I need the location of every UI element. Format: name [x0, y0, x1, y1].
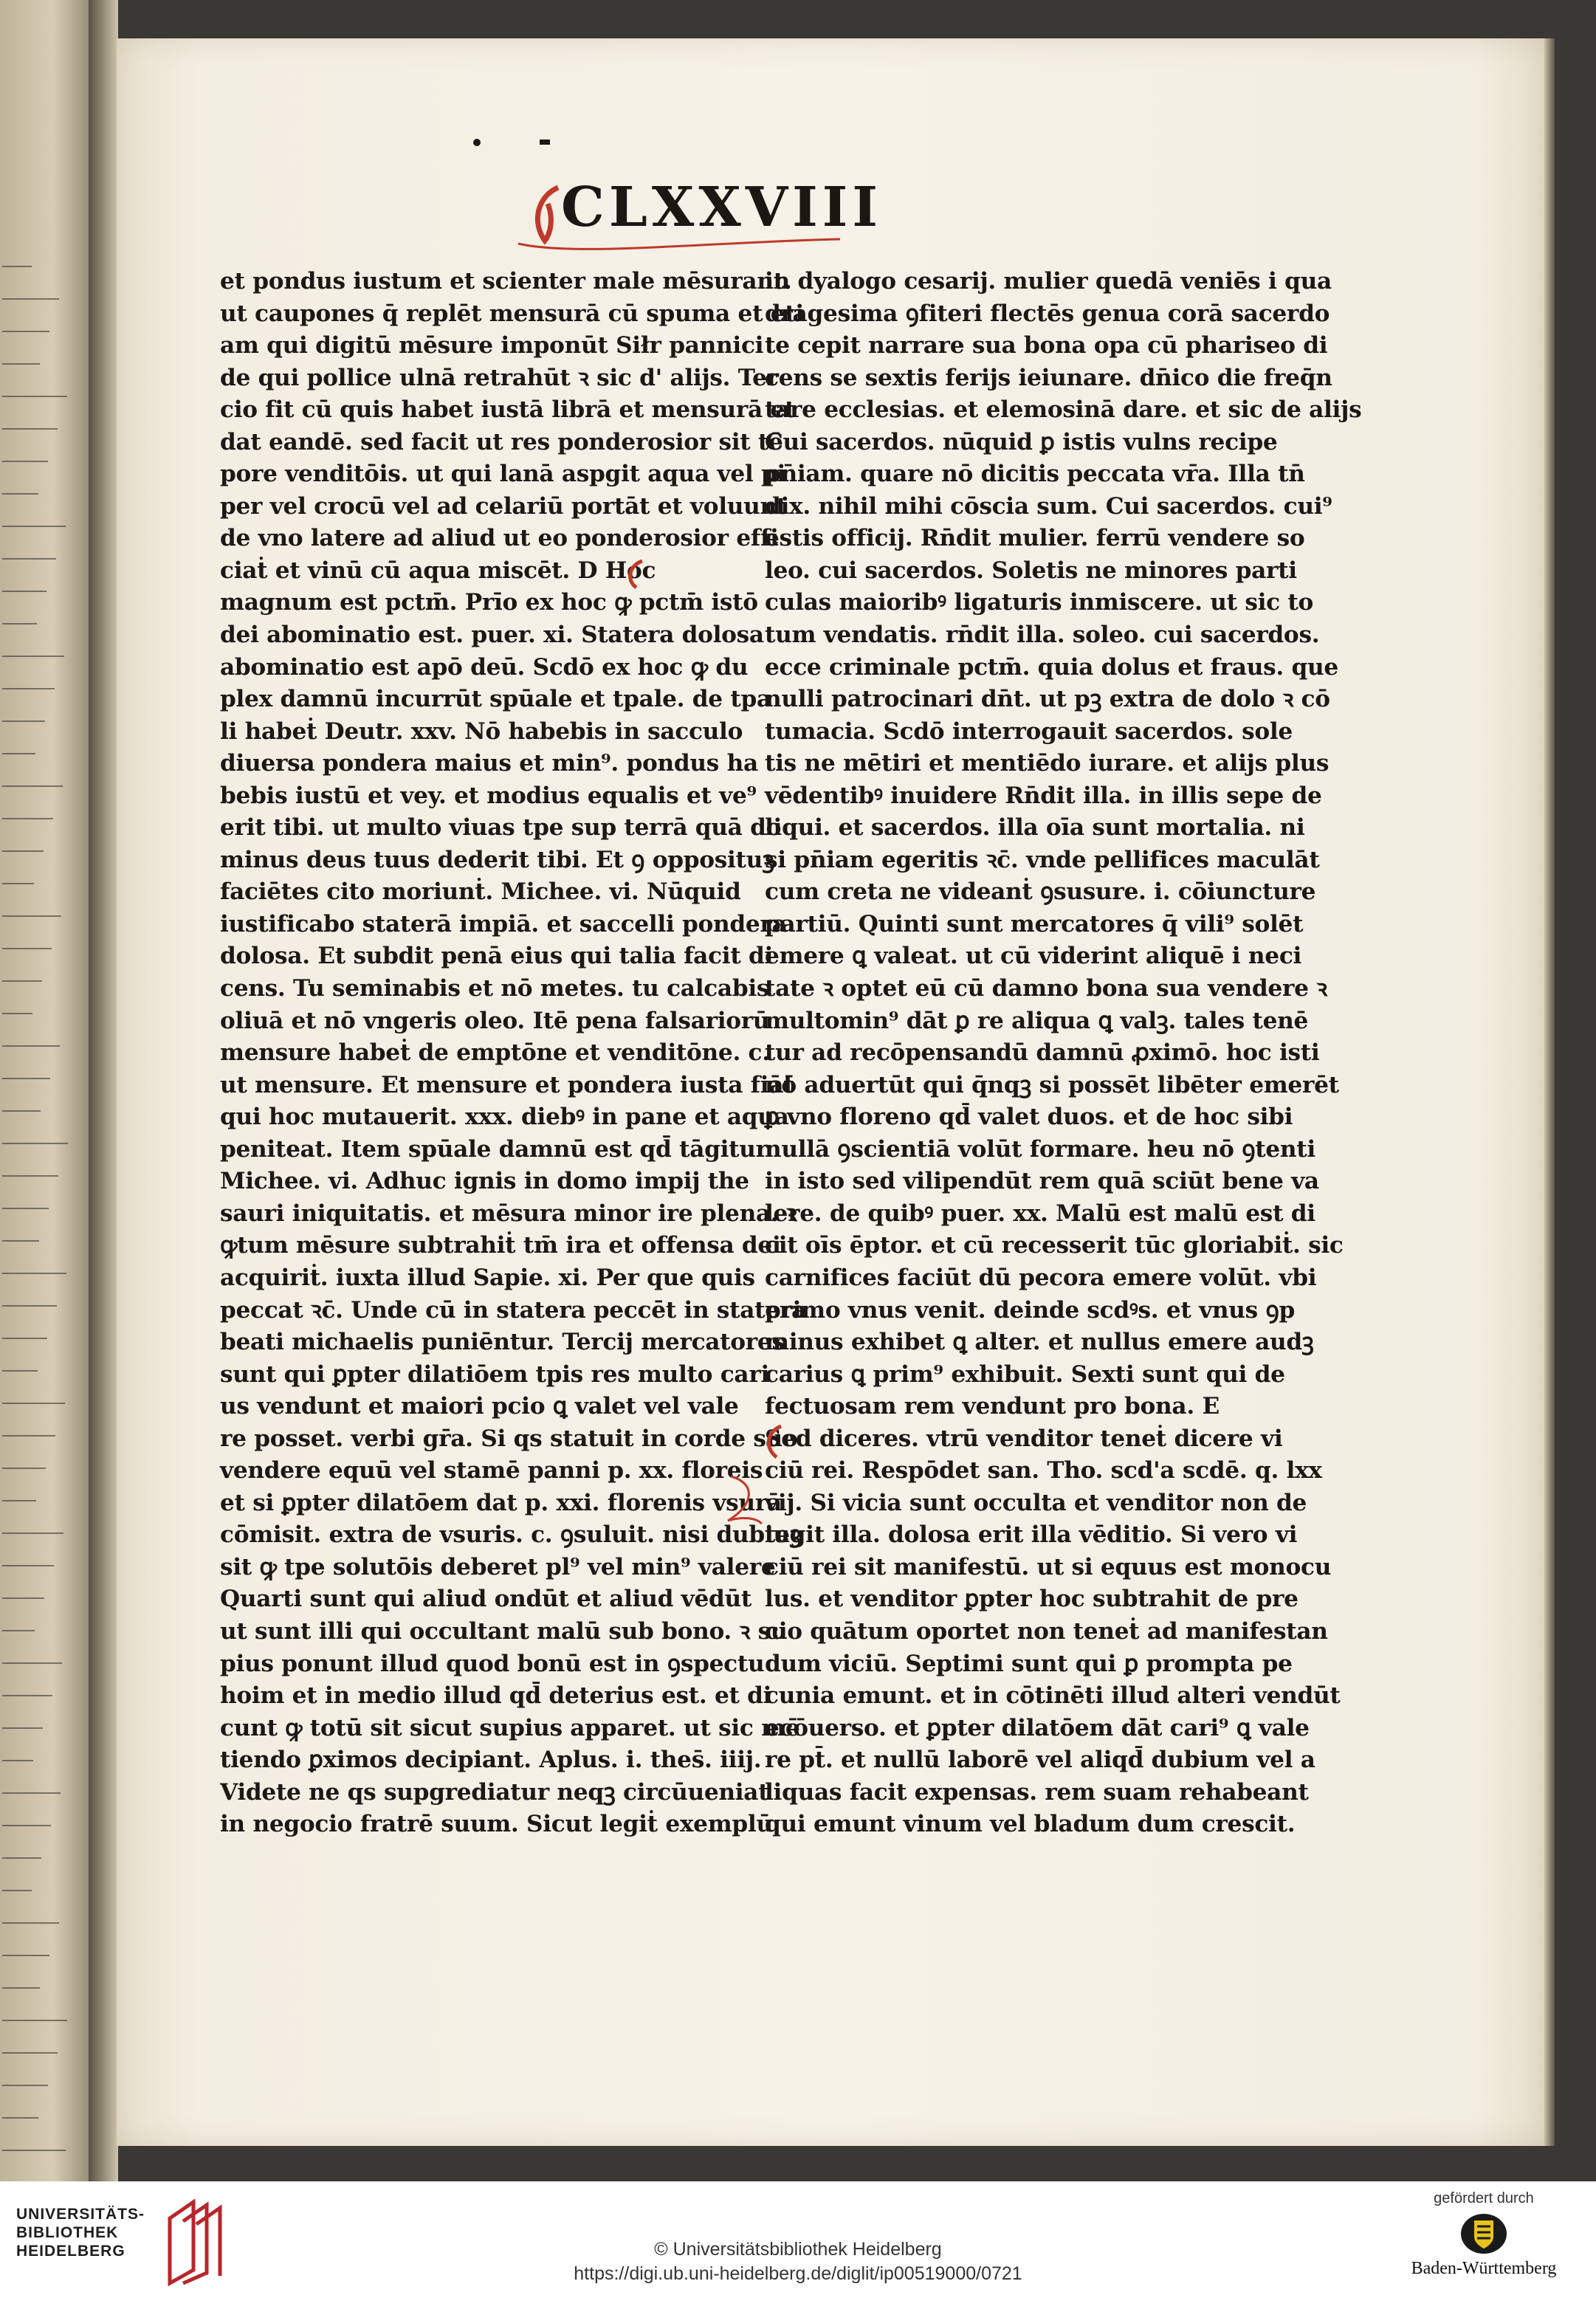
- facing-page-text-fragment: [2, 948, 52, 949]
- left-column-line: re posset. verbi gr̄a. Si qs statuit in corde suo: [220, 1425, 798, 1452]
- left-column-line: de qui pollice ulnā retrahūt ꝛ sic d' alijs. Ter: [220, 364, 779, 391]
- left-column-line: peniteat. Item spūale damnū est qd̄ tāgitur: [220, 1135, 768, 1163]
- footer: [0, 2181, 1596, 2298]
- facing-page-text-fragment: [2, 1078, 50, 1079]
- right-column-line: culas maioribꝰ ligaturis inmiscere. ut sic to: [765, 589, 1313, 616]
- facing-page-text-fragment: [2, 623, 37, 625]
- right-column-line: carnifices faciūt dū pecora emere volūt. vbi: [765, 1264, 1317, 1291]
- left-column-line: magnum est pctm̄. Prīo ex hoc ꝙ pctm̄ istō: [220, 589, 758, 616]
- right-column-line: Sed diceres. vtrū venditor teneṫ dicere vi: [765, 1425, 1283, 1452]
- printer-dots: [469, 135, 565, 150]
- left-column-line: cio fit cū quis habet iustā librā et mensurā et: [220, 396, 796, 424]
- left-column-line: bebis iustū et vey. et modius equalis et ve⁹: [220, 782, 757, 809]
- facing-page-text-fragment: [2, 1760, 33, 1761]
- left-column-line: in negocio fratrē suum. Sicut legiṫ exemplū: [220, 1811, 773, 1838]
- rubric-paragraph-mark: [759, 1423, 788, 1460]
- right-column-line: cunia emunt. et in cōtinēti illud alteri vendūt: [765, 1682, 1341, 1710]
- facing-page-text-fragment: [2, 1597, 44, 1599]
- right-column-line: cit oīs ēptor. et cū recesserit tūc gloriabiṫ. sic: [765, 1232, 1344, 1259]
- right-column-line: tumacia. Scdō interrogauit sacerdos. sole: [765, 718, 1293, 745]
- right-column-line: cum creta ne videanṫ ꝯsusure. i. cōiuncture: [765, 878, 1316, 906]
- left-column-line: plex damnū incurrūt spūale et tpale. de tpa: [220, 686, 771, 713]
- facing-page-text-fragment: [2, 526, 66, 527]
- right-column-line: primo vnus venit. deinde scdꝰs. et vnus ꝯp: [765, 1296, 1295, 1324]
- facing-page-text-fragment: [2, 1987, 40, 1989]
- right-column-line: ciū rei. Respōdet san. Tho. scd'a scdē. q. lxx: [765, 1457, 1322, 1485]
- right-column-line: tis ne mētiri et mentiēdo iurare. et alijs plus: [765, 750, 1330, 777]
- page-edge-shadow: [1544, 38, 1555, 2146]
- facing-page-text-fragment: [2, 1890, 32, 1891]
- facing-page-text-fragment: [2, 1662, 62, 1664]
- right-column-line: estis officij. Rn̄dit mulier. ferrū vendere so: [765, 525, 1305, 552]
- right-column-line: vēdentibꝰ inuidere Rn̄dit illa. in illis sepe de: [765, 782, 1322, 809]
- left-column-line: ut sunt illi qui occultant malū sub bono. ꝛ su: [220, 1617, 788, 1645]
- right-column-line: in dyalogo cesarij. mulier quedā veniēs i qua: [765, 268, 1332, 295]
- facing-page-text-fragment: [2, 980, 42, 982]
- facing-page-text-fragment: [2, 850, 44, 852]
- right-column-line: partiū. Quinti sunt mercatores q̄ vili⁹ solēt: [765, 910, 1304, 938]
- right-column-line: pn̄iam. quare nō dicitis peccata vr̄a. Illa tn̄: [765, 461, 1305, 488]
- facing-page-text-fragment: [2, 1630, 35, 1631]
- right-column-line: nullā ꝯscientiā volūt formare. heu nō ꝯtenti: [765, 1135, 1315, 1163]
- facing-page-text-fragment: [2, 1565, 54, 1566]
- left-column-line: faciētes cito moriunṫ. Michee. vi. Nūquid: [220, 878, 741, 906]
- left-column-line: oliuā et nō vngeris oleo. Itē pena falsariorū: [220, 1007, 770, 1034]
- facing-page-text-fragment: [2, 2150, 66, 2151]
- facing-page-text-fragment: [2, 2085, 48, 2086]
- left-column-line: pore venditōis. ut qui lanā aspgit aqua vel pi: [220, 461, 786, 488]
- left-column-line: dolosa. Et subdit penā eius qui talia facit di: [220, 943, 774, 970]
- facing-page-text-fragment: [2, 785, 63, 787]
- left-column-line: vendere equū vel stamē panni p. xx. floreis: [220, 1457, 763, 1485]
- left-column-line: sit ꝙ tpe solutōis deberet pl⁹ vel min⁹ valere: [220, 1553, 776, 1580]
- right-column-line: ecce criminale pctm̄. quia dolus et fraus. que: [765, 653, 1338, 681]
- left-column-line: ut mensure. Et mensure et pondera iusta fiāt: [220, 1071, 794, 1098]
- right-column-line: multomin⁹ dāt ꝑ re aliqua ꝗ valꝫ. tales tenē: [765, 1007, 1309, 1034]
- left-column-line: tiendo ꝑximos decipiant. Aplus. i. thes̄. iiij.: [220, 1747, 762, 1774]
- right-column-line: lere. de quibꝰ puer. xx. Malū est malū est di: [765, 1200, 1315, 1227]
- facing-page-text-fragment: [2, 656, 64, 657]
- right-column-line: fectuosam rem vendunt pro bona. E: [765, 1393, 1220, 1420]
- facing-page-text-fragment: [2, 1110, 41, 1112]
- left-column-line: sunt qui ꝑpter dilatiōem tpis res multo cari: [220, 1360, 769, 1388]
- left-column-line: us vendunt et maiori pcio ꝗ valet vel vale: [220, 1393, 739, 1420]
- sponsor-label: gefördert durch: [1434, 2190, 1534, 2206]
- facing-page-text-fragment: [2, 818, 53, 819]
- facing-page-text-fragment: [2, 915, 61, 917]
- left-column-line: Videte ne qs supgrediatur neqꝫ circūueniat: [220, 1778, 769, 1806]
- facing-page-text-fragment: [2, 396, 67, 397]
- right-column-line: ecōuerso. et ꝑpter dilatōem dāt cari⁹ ꝗ vale: [765, 1714, 1310, 1741]
- left-column-line: li habeṫ Deutr. xxv. Nō habebis in sacculo: [220, 718, 743, 745]
- left-column-line: et pondus iustum et scienter male mēsurant.: [220, 268, 792, 295]
- facing-page-text-fragment: [2, 1403, 65, 1404]
- left-column-line: Quarti sunt qui aliud ondūt et aliud vēdūt: [220, 1586, 752, 1613]
- left-column-line: iustificabo staterā impiā. et saccelli pondera: [220, 910, 787, 938]
- left-column-line: dat eandē. sed facit ut res ponderosior sit tē: [220, 428, 783, 455]
- text-column-left: [220, 266, 806, 1841]
- left-column-line: de vno latere ad aliud ut eo ponderosior effi: [220, 525, 779, 552]
- facing-page-text-fragment: [2, 1338, 47, 1339]
- facing-page-text-fragment: [2, 1500, 36, 1501]
- left-column-line: beati michaelis puniēntur. Tercij mercatores: [220, 1329, 785, 1356]
- right-column-line: ciū rei sit manifestū. ut si equus est monocu: [765, 1553, 1332, 1580]
- right-column-line: te cepit narrare sua bona opa cū phariseo di: [765, 332, 1328, 360]
- right-column-line: cio quātum oportet non teneṫ ad manifestan: [765, 1617, 1328, 1645]
- left-column-line: mensure habeṫ de emptōne et venditōne. c.: [220, 1039, 770, 1067]
- facing-page-text-fragment: [2, 461, 48, 462]
- facing-page-text-fragment: [2, 1435, 55, 1437]
- right-column-line: tum vendatis. rn̄dit illa. soleo. cui sacerdos.: [765, 622, 1320, 649]
- sponsor-block: [1388, 2190, 1580, 2294]
- left-column-line: qui hoc mutauerit. xxx. diebꝰ in pane et aqua: [220, 1104, 789, 1131]
- facing-page-text-fragment: [2, 1143, 68, 1144]
- left-column-line: per vel crocū vel ad celariū portāt et voluunt: [220, 492, 788, 520]
- facing-page-text-fragment: [2, 1532, 63, 1534]
- facing-page-text-fragment: [2, 1468, 46, 1469]
- right-column-line: dix. nihil mihi cōscia sum. Cui sacerdos. cui⁹: [765, 492, 1332, 520]
- left-column-line: pius ponunt illud quod bonū est in ꝯspectu: [220, 1650, 765, 1677]
- facing-page-text-fragment: [2, 1045, 60, 1047]
- right-column-line: leo. cui sacerdos. Soletis ne minores parti: [765, 557, 1297, 584]
- facing-page-text-fragment: [2, 1208, 49, 1209]
- right-column-line: vij. Si vicia sunt occulta et venditor non de: [765, 1489, 1307, 1516]
- copyright-notice: © Universitätsbibliothek Heidelberg: [654, 2239, 942, 2260]
- facing-page-text-fragment: [2, 2020, 67, 2021]
- left-column-line: sauri iniquitatis. et mēsura minor ire plena. ꝛ: [220, 1200, 797, 1227]
- left-column-line: am qui digitū mēsure imponūt Siłr pannici: [220, 332, 764, 360]
- facing-page-text-fragment: [2, 493, 38, 495]
- left-column-line: abominatio est apō deū. Scdō ex hoc ꝙ du: [220, 653, 749, 681]
- facing-page-text-fragment: [2, 591, 47, 592]
- rubric-paragraph-mark: [620, 558, 650, 591]
- right-column-line: re pt̄. et nullū laborē vel aliqd̄ dubium vel a: [765, 1747, 1315, 1774]
- permalink-url[interactable]: https://digi.ub.uni-heidelberg.de/diglit/ip00519000/0721: [574, 2263, 1022, 2284]
- right-column-line: cens se sextis ferijs ieiunare. dn̄ico die freq̄n: [765, 364, 1332, 391]
- left-column-line: diuersa pondera maius et min⁹. pondus ha: [220, 750, 758, 777]
- left-column-line: ut caupones q̄ replēt mensurā cū spuma et eti: [220, 300, 804, 327]
- left-column-line: et si ꝑpter dilatōem dat p. xxi. florenis vsurā: [220, 1489, 782, 1516]
- right-column-line: tur ad recōpensandū damnū ꝓximō. hoc isti: [765, 1039, 1320, 1067]
- facing-page-text-fragment: [2, 1273, 66, 1274]
- facing-page-text-fragment: [2, 1240, 39, 1242]
- right-column-line: tare ecclesias. et elemosinā dare. et sic de alijs: [765, 396, 1362, 424]
- right-column-line: dum viciū. Septimi sunt qui ꝑ prompta pe: [765, 1650, 1293, 1677]
- right-column-line: ꝑ vno floreno qd̄ valet duos. et de hoc sibi: [765, 1104, 1293, 1131]
- facing-page-text-fragment: [2, 1175, 58, 1177]
- facing-page-text-fragment: [2, 558, 56, 560]
- facing-page-text-fragment: [2, 688, 55, 689]
- left-column-line: erit tibi. ut multo viuas tpe sup terrā quā do: [220, 814, 782, 842]
- right-column-line: si pn̄iam egeritis ꝛc̄. vnde pellifices maculāt: [765, 846, 1320, 873]
- right-column-line: nulli patrocinari dn̄t. ut pꝫ extra de dolo ꝛ cō: [765, 686, 1330, 713]
- book-gutter: [89, 0, 118, 2181]
- right-column-line: tegit illa. dolosa erit illa vēditio. Si vero vi: [765, 1521, 1298, 1549]
- left-column-line: acquiriṫ. iuxta illud Sapie. xi. Per que quis: [220, 1264, 755, 1291]
- facing-page-text-fragment: [2, 753, 35, 754]
- right-column-line: lus. et venditor ꝑpter hoc subtrahit de pre: [765, 1586, 1299, 1613]
- facing-page-text-fragment: [2, 1792, 61, 1794]
- logo-line-1: UNIVERSITÄTS-: [16, 2206, 145, 2223]
- right-column-line: qui emunt vinum vel bladum dum crescit.: [765, 1811, 1296, 1838]
- right-column-line: liqui. et sacerdos. illa oīa sunt mortalia. ni: [765, 814, 1305, 842]
- folio-number: CLXXVIII: [561, 176, 883, 239]
- folio-underline: [517, 236, 842, 258]
- left-column-line: minus deus tuus dederit tibi. Et ꝯ opposituꝫ: [220, 846, 774, 873]
- left-column-line: cens. Tu seminabis et nō metes. tu calcabis: [220, 975, 770, 1002]
- facing-page-text-fragment: [2, 363, 40, 365]
- previous-page-edge: [0, 0, 89, 2181]
- facing-page-text-fragment: [2, 2117, 38, 2119]
- right-column-line: in isto sed vilipendūt rem quā sciūt bene va: [765, 1168, 1319, 1195]
- facing-page-text-fragment: [2, 883, 34, 884]
- facing-page-text-fragment: [2, 1013, 32, 1014]
- facing-page-text-fragment: [2, 266, 32, 267]
- text-column-right: [765, 266, 1362, 1841]
- right-column-line: minus exhibet ꝗ alter. et nullus emere audꝫ: [765, 1329, 1314, 1356]
- right-column-line: emere ꝗ valeat. ut cū viderint aliquē i neci: [765, 943, 1302, 970]
- left-column-line: hoim et in medio illud qd̄ deterius est. et di: [220, 1682, 772, 1710]
- left-column-line: ꝙtum mēsure subtrahiṫ tm̄ ira et offensa dei: [220, 1232, 781, 1259]
- left-column-line: Michee. vi. Adhuc ignis in domo impij the: [220, 1168, 749, 1195]
- facing-page-text-fragment: [2, 331, 49, 332]
- right-column-line: nō aduertūt qui q̄nqꝫ si possēt libēter emerēt: [765, 1071, 1339, 1098]
- right-column-line: liquas facit expensas. rem suam rehabeant: [765, 1778, 1309, 1806]
- state-coat-of-arms-icon: [1459, 2212, 1508, 2256]
- left-column-line: cōmisit. extra de vsuris. c. ꝯsuluit. nisi dubiuꝫ: [220, 1521, 802, 1549]
- facing-page-text-fragment: [2, 1955, 49, 1956]
- facing-page-text-fragment: [2, 1922, 59, 1924]
- facing-page-text-fragment: [2, 1305, 57, 1307]
- logo-line-2: BIBLIOTHEK: [16, 2224, 119, 2241]
- sponsor-name: Baden-Württemberg: [1411, 2259, 1557, 2278]
- right-column-line: Cui sacerdos. nūquid ꝑ istis vulns recipe: [765, 428, 1278, 455]
- right-column-line: dragesima ꝯfiteri flectēs genua corā sacerdo: [765, 300, 1330, 327]
- facing-page-text-fragment: [2, 1857, 41, 1859]
- left-column-line: ciaṫ et vinū cū aqua miscēt. D Hoc: [220, 557, 656, 584]
- right-column-line: carius ꝗ prim⁹ exhibuit. Sexti sunt qui de: [765, 1360, 1285, 1388]
- left-column-line: dei abominatio est. puer. xi. Statera dolosa: [220, 622, 764, 649]
- facing-page-text-fragment: [2, 1695, 52, 1696]
- left-column-line: cunt ꝙ totū sit sicut supius apparet. ut sic mē: [220, 1714, 800, 1741]
- facing-page-text-fragment: [2, 1727, 43, 1729]
- left-column-line: peccat ꝛc̄. Unde cū in statera peccēt in statera: [220, 1296, 806, 1324]
- facing-page-text-fragment: [2, 2052, 58, 2054]
- logo-line-3: HEIDELBERG: [16, 2243, 125, 2260]
- marginal-annotation: [720, 1469, 765, 1528]
- right-column-line: tate ꝛ optet eū cū damno bona sua vendere ꝛ: [765, 975, 1327, 1002]
- facing-page-text-fragment: [2, 428, 58, 430]
- facing-page-text-fragment: [2, 720, 45, 722]
- facing-page-text-fragment: [2, 298, 59, 300]
- facing-page-text-fragment: [2, 1825, 51, 1826]
- facing-page-text-fragment: [2, 1370, 38, 1372]
